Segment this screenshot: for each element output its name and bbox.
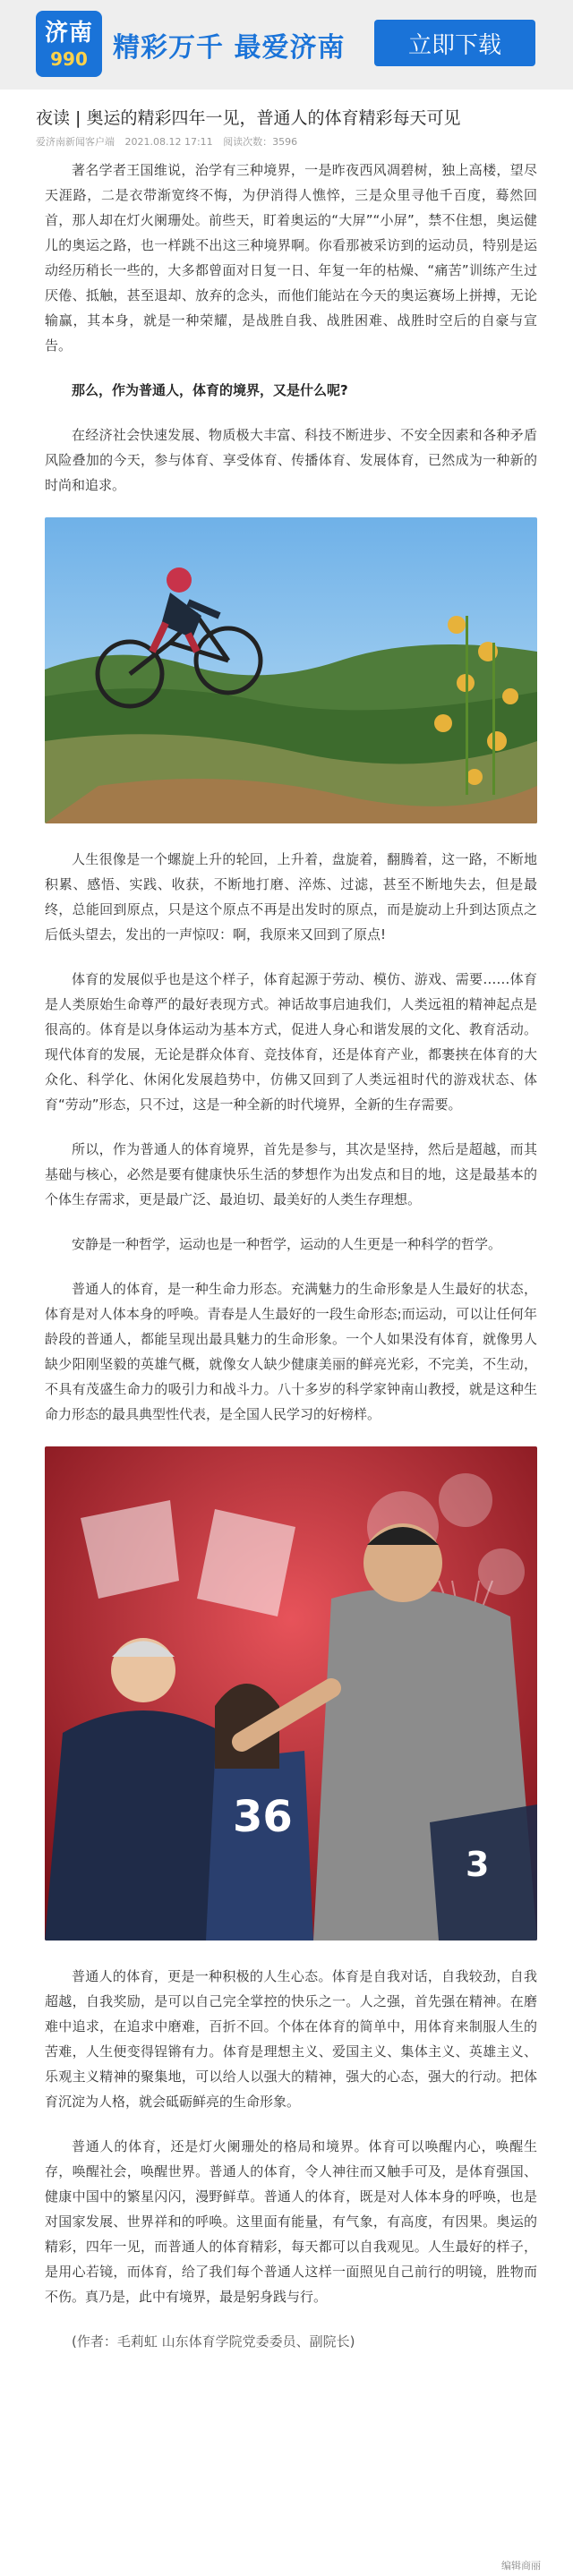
svg-text:3: 3 [466,1845,490,1884]
mountain-bike-photo [45,517,537,823]
paragraph: 人生很像是一个螺旋上升的轮回，上升着，盘旋着，翻腾着，这一路，不断地积累、感悟、实践、收获，不断地打磨、淬炼、过滤，甚至不断地失去，但是最终，总能回到原点，只是这个原点不再是出发时的原点，而是旋动上升到达顶点之后低头望去，发出的一声惊叹：啊，我原来又回到了原点! [45,851,537,943]
paragraph: 体育的发展似乎也是这个样子，体育起源于劳动、模仿、游戏、需要……体育是人类原始生命尊严的最好表现方式。神话故事启迪我们，人类远祖的精神起点是很高的。体育是以身体运动为基本方式，促进人身心和谐发展的文化、教育活动。现代体育的发展，无论是群众体育、竞技体育，还是体育产业，都裹挟在体育的大众化、科学化、休闲化发展趋势中，仿佛又回到了人类远祖时代的游戏状态、体育“劳动”形态，只不过，这是一种全新的时代境界，全新的生存需要。 [45,971,537,1113]
mountain-bike-illustration [45,517,537,823]
paragraph: 在经济社会快速发展、物质极大丰富、科技不断进步、不安全因素和各种矛盾风险叠加的今天，参与体育、享受体育、传播体育、发展体育，已然成为一种新的时尚和追求。 [45,427,537,493]
article-source: 爱济南新闻客户端 [36,136,115,148]
paragraph: 安静是一种哲学，运动也是一种哲学，运动的人生更是一种科学的哲学。 [72,1236,502,1252]
app-logo[interactable] [36,11,102,77]
logo-subtext: 990 [50,48,88,70]
svg-text:36: 36 [233,1792,293,1842]
editor-credit: 编辑商丽 [501,2560,541,2572]
app-download-banner [0,0,573,90]
paragraph: 所以，作为普通人的体育境界，首先是参与，其次是坚持，然后是超越，而其基础与核心，必然是要有健康快乐生活的梦想作为出发点和目的地，这是最基本的个体生存需求，更是最广泛、最迫切、最美好的人类生存理想。 [45,1141,537,1207]
article-author: (作者：毛莉虹 山东体育学院党委委员、副院长) [72,2333,355,2350]
paragraph-heading: 那么，作为普通人，体育的境界，又是什么呢? [72,382,348,398]
paragraph: 普通人的体育，是一种生命力形态。充满魅力的生命形象是人生最好的状态，体育是对人体本身的呼唤。青春是人生最好的一段生命形态;而运动，可以让任何年龄段的普通人，都能呈现出最具魅力的生命形象。一个人如果没有体育，就像男人缺少阳刚坚毅的英雄气概，就像女人缺少健康美丽的鲜亮光彩，不完美，不生动，不具有茂盛生命力的吸引力和战斗力。八十多岁的科学家钟南山教授，就是这种生命力形态的最具典型性代表，是全国人民学习的好榜样。 [45,1281,537,1422]
article-views: 阅读次数：3596 [223,136,298,148]
basketball-ceremony-photo [45,1446,537,1941]
paragraph: 普通人的体育，还是灯火阑珊处的格局和境界。体育可以唤醒内心，唤醒生存，唤醒社会，唤醒世界。普通人的体育，令人神往而又触手可及，是体育强国、健康中国中的繁星闪闪，漫野鲜草。普通人的体育，既是对人体本身的呼唤，也是对国家发展、世界祥和的呼唤。这里面有能量，有气象，有高度，有因果。奥运的精彩，四年一见，而普通人的体育精彩，每天都可以自我观见。人生最好的样子，是用心若镜，而体育，给了我们每个普通人这样一面照见自己前行的明镜，胜物而不伤。真乃是，此中有境界，最是躬身践与行。 [45,2138,537,2305]
article-body [45,158,537,2374]
article-title: 夜读 | 奥运的精彩四年一见，普通人的体育精彩每天可见 [36,108,461,128]
article-meta [36,134,304,149]
article-date: 2021.08.12 17:11 [124,136,213,148]
paragraph: 普通人的体育，更是一种积极的人生心态。体育是自我对话，自我较劲，自我超越，自我奖励，是可以自己完全掌控的快乐之一。人之强，首先强在精神。在磨难中追求，在追求中磨难，百折不回。个体在体育的简单中，用体育来制服人生的苦难，人生便变得锃锵有力。体育是理想主义、爱国主义、集体主义、英雄主义、乐观主义精神的聚集地，可以给人以强大的精神，强大的心态，强大的行动。把体育沉淀为人格，就会砥砺鲜亮的生命形象。 [45,1968,537,2110]
download-button[interactable]: 立即下载 [374,20,535,66]
paragraph: 著名学者王国维说，治学有三种境界，一是昨夜西风凋碧树，独上高楼，望尽天涯路，二是衣带渐宽终不悔，为伊消得人憔悴，三是众里寻他千百度，蓦然回首，那人却在灯火阑珊处。前些天，盯着奥运的“大屏”“小屏”，禁不住想，奥运健儿的奥运之路，也一样跳不出这三种境界啊。你看那被采访到的运动员，特别是运动经历稍长一些的，大多都曾面对日复一日、年复一年的枯燥、“痛苦”训练产生过厌倦、抵触，甚至退却、放弃的念头，而他们能站在今天的奥运赛场上拼搏，无论输赢，其本身，就是一种荣耀，是战胜自我、战胜困难、战胜时空后的自豪与宣告。 [45,162,537,354]
logo-text: 济南 [44,20,93,47]
app-slogan: 精彩万千 最爱济南 [113,32,346,64]
basketball-ceremony-illustration [45,1446,537,1941]
